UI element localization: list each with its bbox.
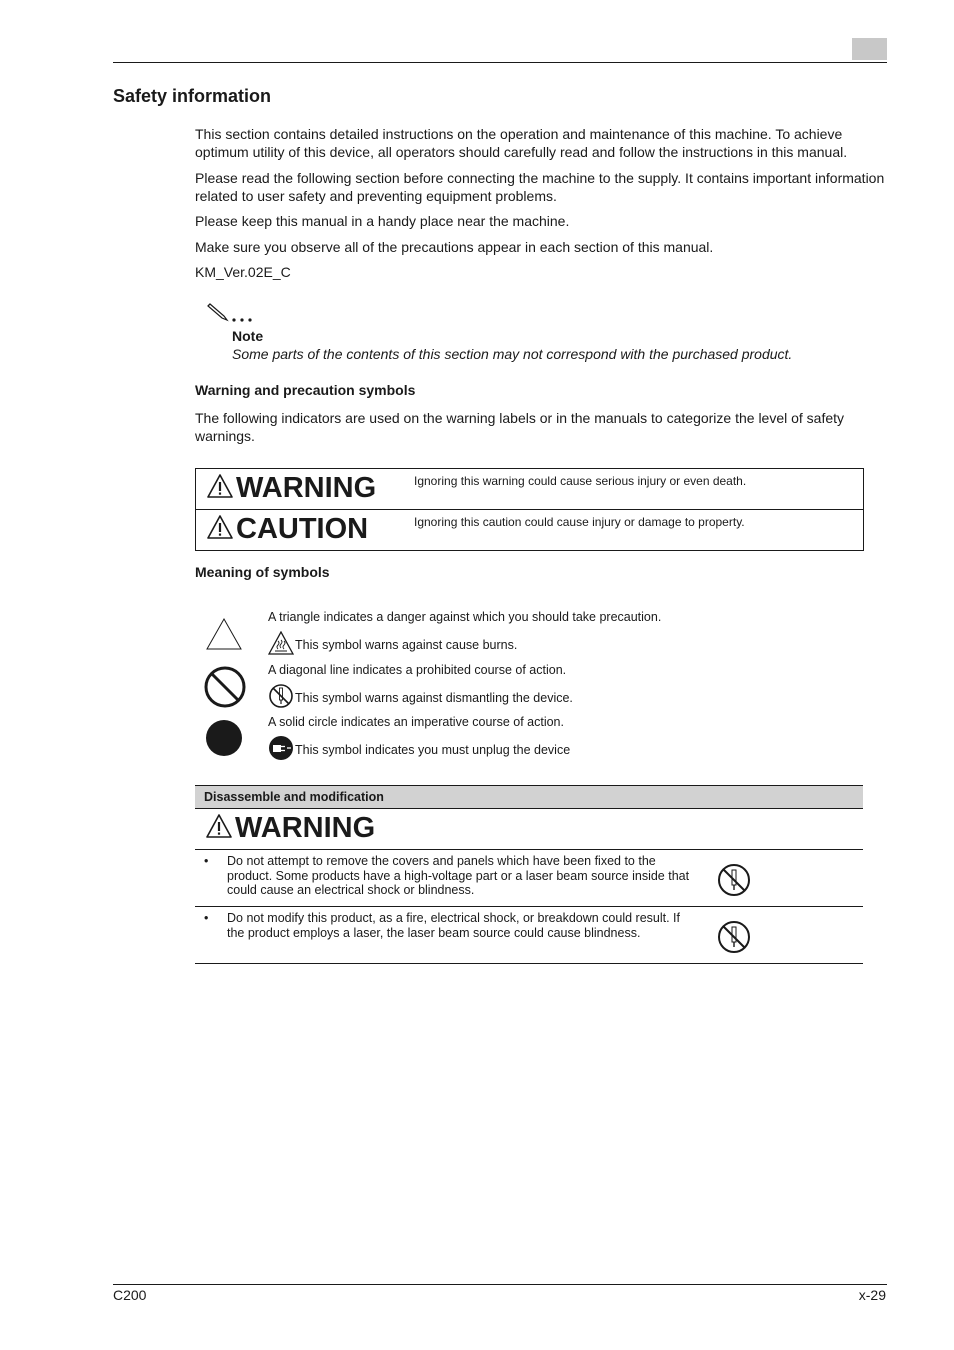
warning-triangle-icon <box>206 514 234 545</box>
signal-row-caution <box>196 509 863 550</box>
signal-word-caution: CAUTION <box>236 512 369 545</box>
footer-model: C200 <box>113 1287 147 1303</box>
burn-symbol-text: This symbol warns against cause burns. <box>295 637 518 652</box>
pencil-note-icon <box>207 300 257 324</box>
dismantle-symbol-example <box>268 683 573 712</box>
intro-paragraph-3: Please keep this manual in a handy place near the machine. <box>195 213 570 229</box>
warning-triangle-icon <box>206 473 234 504</box>
prohibited-icon <box>203 665 247 714</box>
warning-symbols-heading: Warning and precaution symbols <box>195 382 416 398</box>
disassemble-table <box>195 785 863 964</box>
burn-symbol-example <box>268 631 517 658</box>
footer-rule <box>113 1284 887 1285</box>
prohibited-meaning: A diagonal line indicates a prohibited course of action. <box>268 663 567 677</box>
no-disassembly-icon <box>717 863 751 901</box>
unplug-symbol-example <box>268 735 570 764</box>
signal-desc-warning: Ignoring this warning could cause serious injury or even death. <box>414 474 747 488</box>
disassemble-item-text: Do not attempt to remove the covers and panels which have been fixed to the product. Some products have a high-voltage part or a laser beam source inside that could cause an electrical shock or blindness. <box>227 854 690 897</box>
triangle-icon <box>205 617 243 656</box>
disassemble-item: • Do not attempt to remove the covers and panels which have been fixed to the product. Some products have a high-voltage part or a laser beam source inside that could cause an electrical shock or blindness. <box>195 850 863 907</box>
signal-desc-caution: Ignoring this caution could cause injury or damage to property. <box>414 515 745 529</box>
warning-triangle-icon <box>205 813 233 844</box>
page-title: Safety information <box>113 86 272 106</box>
disassemble-header: Disassemble and modification <box>195 785 863 809</box>
footer-page-number: x-29 <box>858 1287 886 1303</box>
header-rule <box>113 62 887 63</box>
meaning-symbols-heading: Meaning of symbols <box>195 564 330 580</box>
disassemble-item-text: Do not modify this product, as a fire, electrical shock, or breakdown could result. If the product employs a laser, the laser beam source could cause blindness. <box>227 911 680 940</box>
warning-symbols-intro: The following indicators are used on the warning labels or in the manuals to categorize the level of safety warnings. <box>195 410 845 444</box>
signal-word-table <box>195 468 864 551</box>
signal-row-warning <box>196 469 863 509</box>
disassemble-warning-row <box>195 809 863 850</box>
solid-circle-icon <box>205 719 245 764</box>
imperative-meaning: A solid circle indicates an imperative course of action. <box>268 715 564 729</box>
no-disassembly-icon <box>268 683 295 712</box>
note-text: Some parts of the contents of this section may not correspond with the purchased product. <box>232 346 793 362</box>
signal-word-warning: WARNING <box>236 471 377 504</box>
unplug-icon <box>268 735 295 764</box>
dismantle-symbol-text: This symbol warns against dismantling the device. <box>295 690 573 705</box>
intro-paragraph-4: Make sure you observe all of the precautions appear in each section of this manual. <box>195 239 714 255</box>
intro-paragraph-1: This section contains detailed instructions on the operation and maintenance of this machine. To achieve optimum utility of this device, all operators should carefully read and follow the instructions in this manual. <box>195 126 848 160</box>
unplug-symbol-text: This symbol indicates you must unplug the device <box>295 742 571 757</box>
hot-surface-icon <box>268 631 295 658</box>
version-code: KM_Ver.02E_C <box>195 264 291 280</box>
note-label: Note <box>232 328 264 344</box>
triangle-meaning: A triangle indicates a danger against which you should take precaution. <box>268 610 662 624</box>
no-disassembly-icon <box>717 920 751 958</box>
disassemble-signal-word: WARNING <box>235 811 376 844</box>
intro-paragraph-2: Please read the following section before connecting the machine to the supply. It contains important information related to user safety and preventing equipment problems. <box>195 170 885 204</box>
chapter-tab <box>852 38 887 60</box>
disassemble-item: • Do not modify this product, as a fire, electrical shock, or breakdown could result. If the product employs a laser, the laser beam source could cause blindness. <box>195 907 863 964</box>
